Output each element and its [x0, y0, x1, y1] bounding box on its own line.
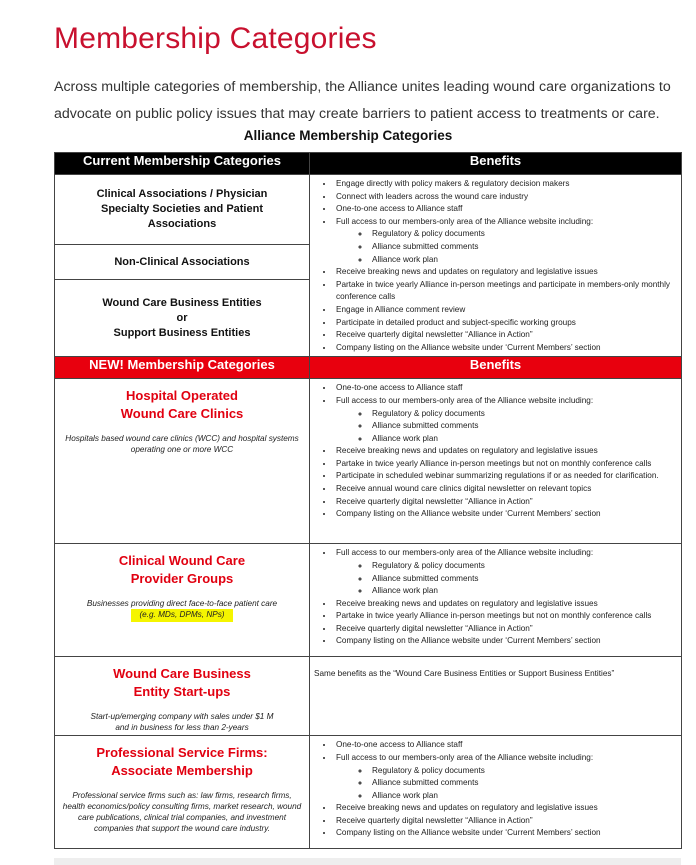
benefit-item: • Receive quarterly digital newsletter “Alliance in Action” [334, 329, 677, 342]
category-description: Professional service firms such as: law firms, research firms, health economics/policy consulting firms, market research, wound care publications, clinical trial companies, and investment companies that support the wound care industry. [62, 791, 302, 834]
category-business-entity-startups [55, 657, 310, 736]
benefit-subitem: ◦ Alliance work plan [370, 585, 677, 598]
highlighted-text: (e.g. MDs, DPMs, NPs) [131, 609, 232, 622]
benefit-item: • Company listing on the Alliance website under ‘Current Members’ section [334, 827, 677, 840]
benefit-item: • Partake in twice yearly Alliance in-person meetings and participate in members-only monthly conference calls [334, 279, 677, 304]
benefit-subitem: ◦ Alliance submitted comments [370, 241, 677, 254]
page-title: Membership Categories [54, 22, 377, 56]
benefit-subitem: ◦ Regulatory & policy documents [370, 228, 677, 241]
benefit-item: • Full access to our members-only area of the Alliance website including: ◦ Regulatory & policy documents ◦ Alliance submitted comments ◦ Alliance work plan [334, 547, 677, 597]
table-title: Alliance Membership Categories [243, 128, 453, 143]
benefit-subitem: ◦ Regulatory & policy documents [370, 408, 677, 421]
benefit-item: • Receive breaking news and updates on regulatory and legislative issues [334, 445, 677, 458]
same-benefits-note: Same benefits as the “Wound Care Business Entities or Support Business Entities” [314, 669, 615, 679]
current-benefits-list [310, 175, 682, 357]
membership-table [54, 152, 682, 849]
category-name: Professional Service Firms: Associate Membership [96, 745, 268, 779]
benefit-subitem: ◦ Alliance work plan [370, 790, 677, 803]
hospital-benefits-list [310, 379, 682, 544]
category-description: Hospitals based wound care clinics (WCC) and hospital systems operating one or more WCC [65, 434, 299, 455]
benefit-subitem: ◦ Alliance submitted comments [370, 420, 677, 433]
benefit-item: • Partake in twice yearly Alliance in-person meetings but not on monthly conference calls [334, 610, 677, 623]
benefit-item: • Company listing on the Alliance website under ‘Current Members’ section [334, 635, 677, 648]
benefit-item: • One-to-one access to Alliance staff [334, 739, 677, 752]
intro-paragraph: Across multiple categories of membership, the Alliance unites leading wound care organizations to advocate on public policy issues that may create barriers to patient access to treatments or care. [54, 79, 671, 122]
benefit-subitem: ◦ Alliance work plan [370, 254, 677, 267]
benefit-subitem: ◦ Alliance submitted comments [370, 573, 677, 586]
benefit-item: • Engage in Alliance comment review [334, 304, 677, 317]
category-professional-service-firms [55, 736, 310, 849]
category-name: Hospital Operated Wound Care Clinics [120, 388, 244, 422]
benefit-item: • Receive breaking news and updates on regulatory and legislative issues [334, 598, 677, 611]
benefit-item: • Company listing on the Alliance website under ‘Current Members’ section [334, 508, 677, 521]
benefit-item: • Company listing on the Alliance website under ‘Current Members’ section [334, 342, 677, 355]
category-hospital-wound-care-clinics [55, 379, 310, 544]
benefit-item: • Connect with leaders across the wound care industry [334, 191, 677, 204]
benefit-item: • Full access to our members-only area of the Alliance website including: ◦ Regulatory & policy documents ◦ Alliance submitted comments ◦ Alliance work plan [334, 216, 677, 266]
category-wound-care-business-entities: Wound Care Business Entities or Support Business Entities [55, 280, 310, 357]
bottom-bar [54, 858, 681, 865]
benefit-item: • Full access to our members-only area of the Alliance website including: ◦ Regulatory & policy documents ◦ Alliance submitted comments ◦ Alliance work plan [334, 395, 677, 445]
benefit-item: • Receive annual wound care clinics digital newsletter on relevant topics [334, 483, 677, 496]
benefit-item: • Receive quarterly digital newsletter “Alliance in Action” [334, 496, 677, 509]
category-non-clinical-associations: Non-Clinical Associations [55, 245, 310, 280]
benefit-item: • Receive breaking news and updates on regulatory and legislative issues [334, 802, 677, 815]
benefit-subitem: ◦ Regulatory & policy documents [370, 560, 677, 573]
professional-benefits-list [310, 736, 682, 849]
current-benefits-header: Benefits [310, 153, 682, 175]
provider-benefits-list [310, 544, 682, 657]
benefit-item: • Receive breaking news and updates on regulatory and legislative issues [334, 266, 677, 279]
new-categories-header: NEW! Membership Categories [55, 357, 310, 379]
category-description: Start-up/emerging company with sales under $1 M and in business for less than 2-years [90, 712, 274, 733]
benefit-subitem: ◦ Alliance submitted comments [370, 777, 677, 790]
category-clinical-associations: Clinical Associations / Physician Specialty Societies and Patient Associations [55, 175, 310, 245]
benefit-item: • Receive quarterly digital newsletter “Alliance in Action” [334, 623, 677, 636]
benefit-item: • Participate in scheduled webinar summarizing regulations if or as needed for clarification. [334, 470, 677, 483]
benefit-item: • One-to-one access to Alliance staff [334, 382, 677, 395]
benefit-item: • Participate in detailed product and subject-specific working groups [334, 317, 677, 330]
benefit-item: • Engage directly with policy makers & regulatory decision makers [334, 178, 677, 191]
category-name: Wound Care Business Entity Start-ups [113, 666, 251, 700]
category-description: Businesses providing direct face-to-face patient care (e.g. MDs, DPMs, NPs) [55, 598, 309, 620]
benefit-subitem: ◦ Regulatory & policy documents [370, 765, 677, 778]
benefit-item: • One-to-one access to Alliance staff [334, 203, 677, 216]
benefit-item: • Partake in twice yearly Alliance in-person meetings but not on monthly conference calls [334, 458, 677, 471]
benefit-subitem: ◦ Alliance work plan [370, 433, 677, 446]
current-categories-header: Current Membership Categories [55, 153, 310, 175]
benefit-item: • Receive quarterly digital newsletter “Alliance in Action” [334, 815, 677, 828]
category-name: Clinical Wound Care Provider Groups [118, 553, 246, 587]
new-benefits-header: Benefits [310, 357, 682, 379]
startup-benefits [310, 657, 682, 736]
benefit-item: • Full access to our members-only area of the Alliance website including: ◦ Regulatory & policy documents ◦ Alliance submitted comments ◦ Alliance work plan [334, 752, 677, 802]
category-clinical-provider-groups [55, 544, 310, 657]
